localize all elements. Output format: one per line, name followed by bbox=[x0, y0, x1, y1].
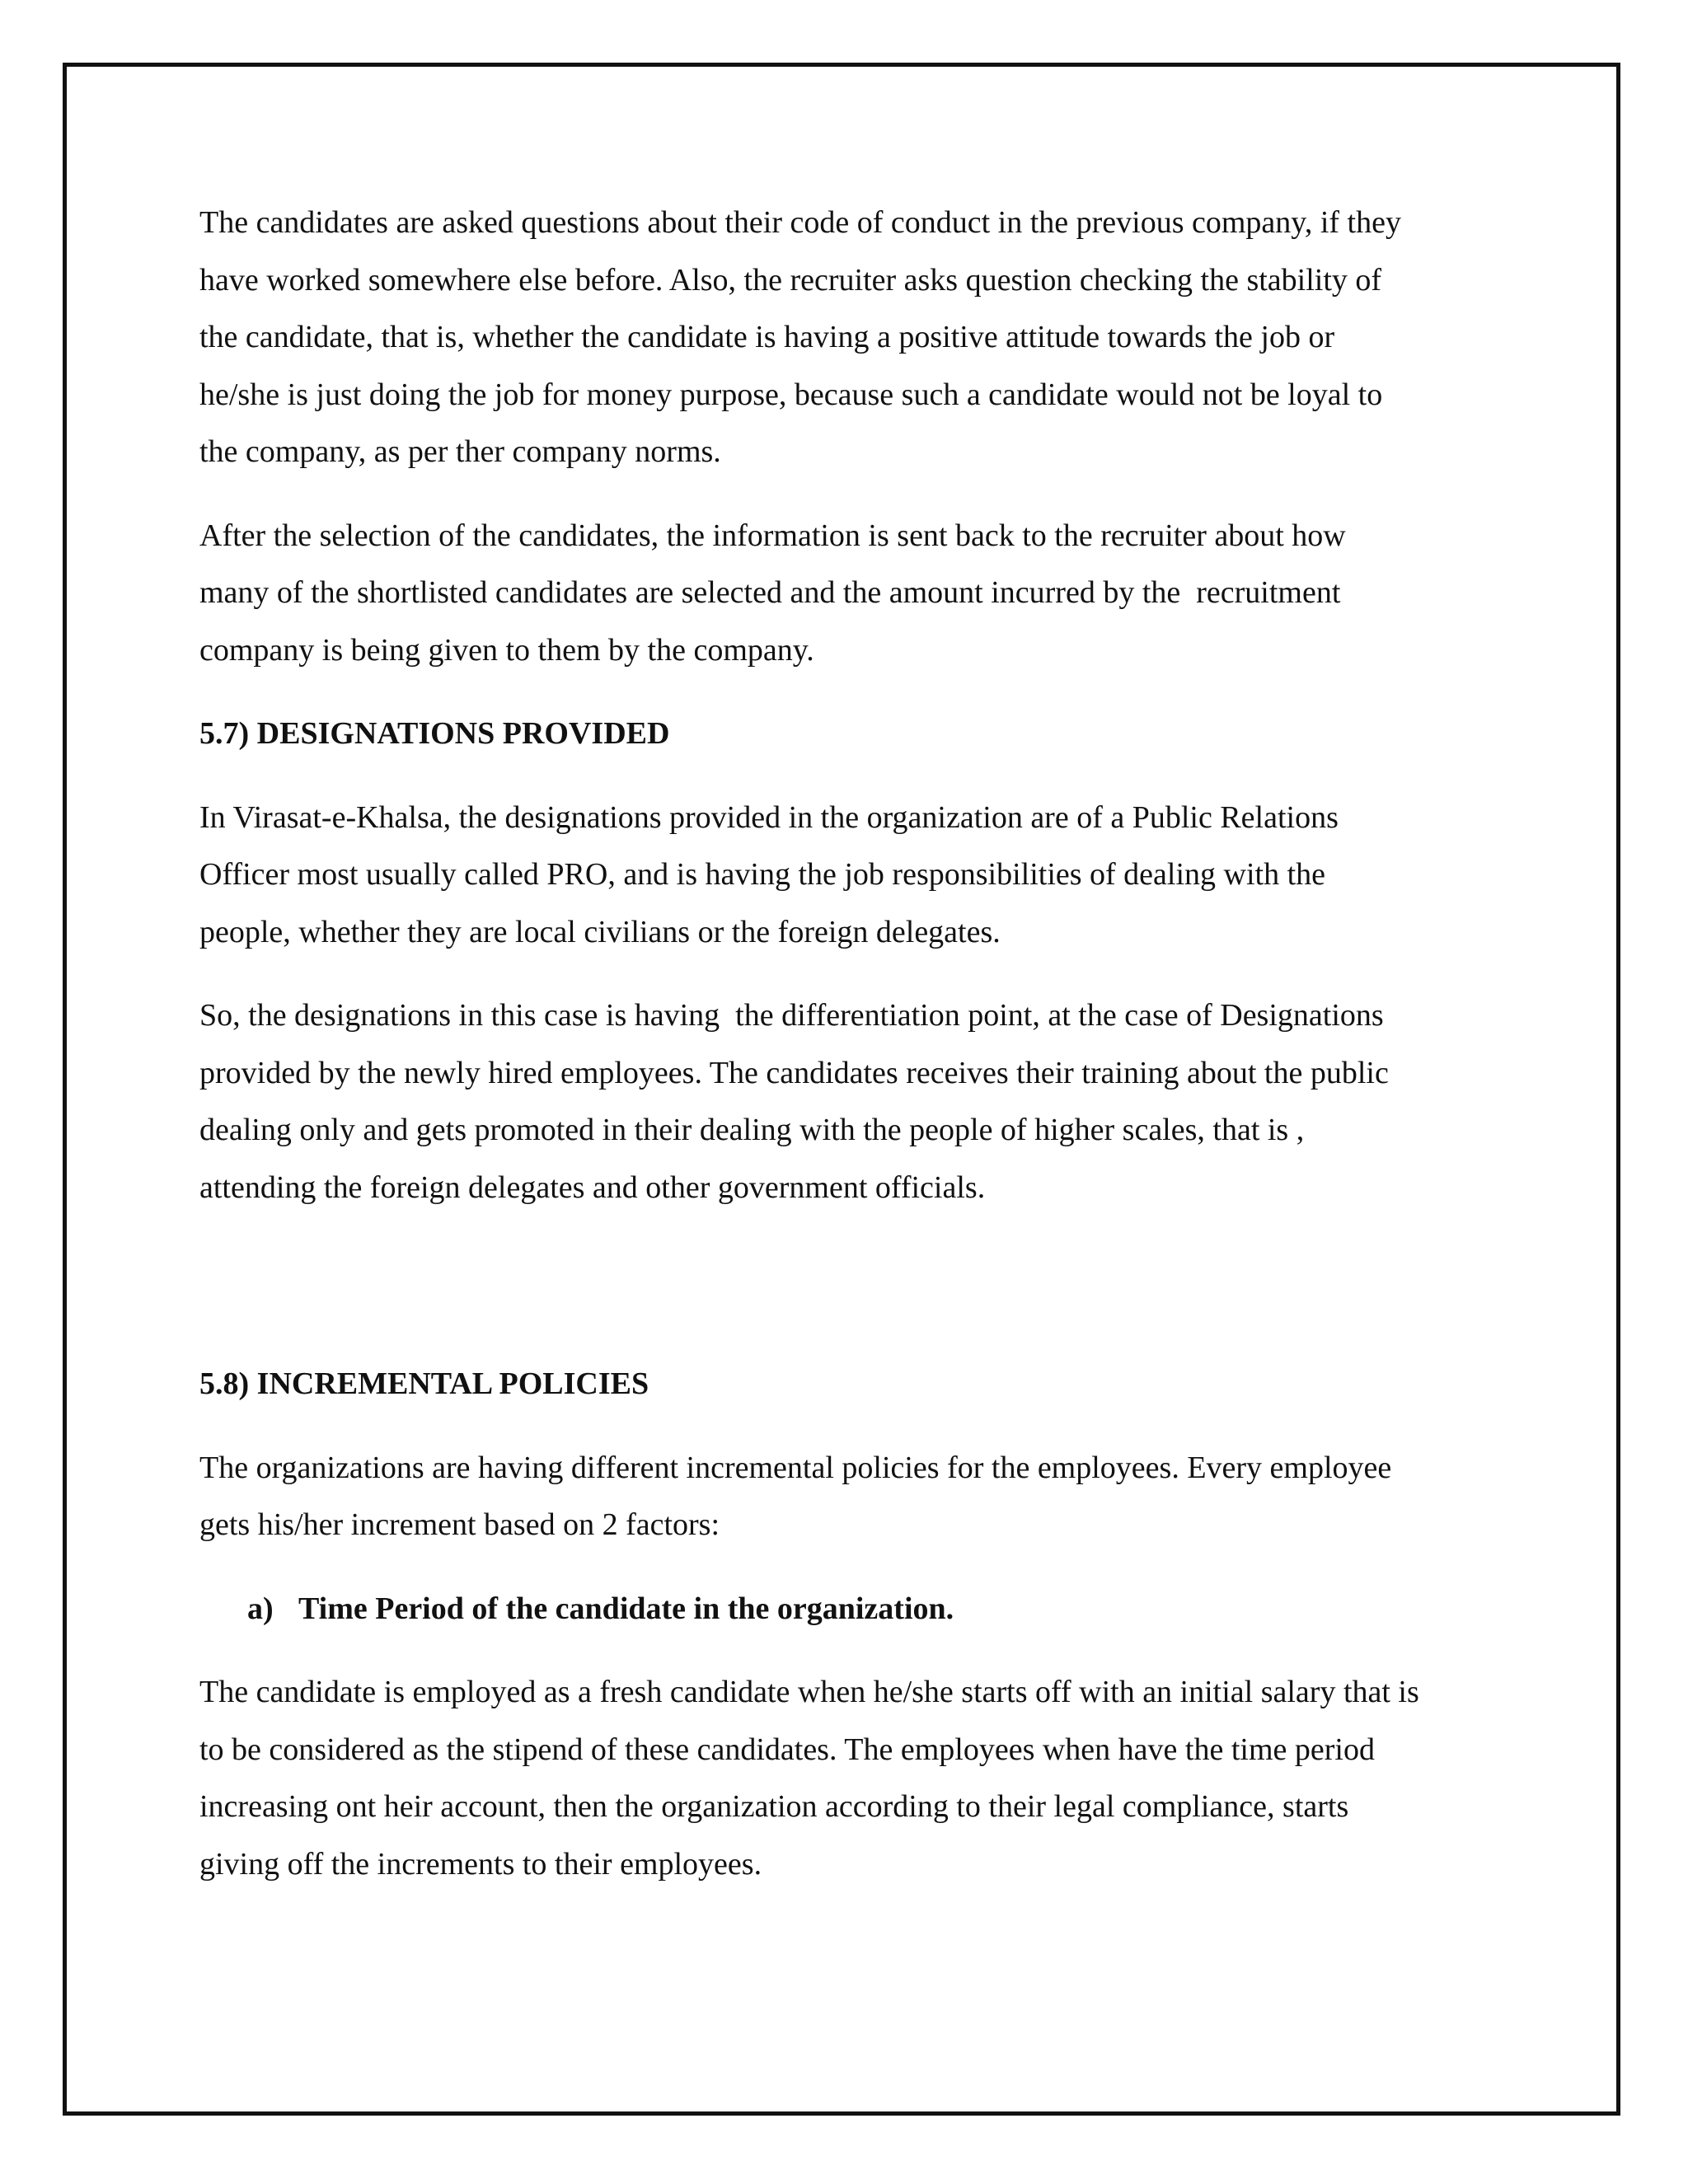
text-line: In Virasat-e-Khalsa, the designations provided in the organization are of a Public Relations bbox=[199, 799, 1339, 835]
text-line: The candidate is employed as a fresh candidate when he/she starts off with an initial salary that is bbox=[199, 1675, 1419, 1709]
paragraph-incremental-intro bbox=[199, 1440, 1502, 1554]
text-line: attending the foreign delegates and other government officials. bbox=[199, 1169, 986, 1205]
list-marker: a) bbox=[247, 1591, 274, 1626]
text-line: Officer most usually called PRO, and is having the job responsibilities of dealing with the bbox=[199, 857, 1326, 892]
text-line: many of the shortlisted candidates are selected and the amount incurred by the recruitment bbox=[199, 575, 1341, 610]
section-spacer bbox=[199, 1243, 1502, 1356]
text-line: The candidates are asked questions about their code of conduct in the previous company, if they bbox=[199, 205, 1401, 240]
text-line: he/she is just doing the job for money purpose, because such a candidate would not be loyal to bbox=[199, 377, 1383, 412]
text-line: dealing only and gets promoted in their dealing with the people of higher scales, that is , bbox=[199, 1113, 1305, 1147]
text-line: After the selection of the candidates, the information is sent back to the recruiter about how bbox=[199, 518, 1346, 553]
document-body bbox=[199, 194, 1502, 1919]
text-line: have worked somewhere else before. Also, the recruiter asks question checking the stability of bbox=[199, 262, 1382, 298]
text-line: the company, as per ther company norms. bbox=[199, 434, 721, 469]
list-item-text: Time Period of the candidate in the organization. bbox=[298, 1591, 954, 1626]
text-line: So, the designations in this case is having the differentiation point, at the case of Designations bbox=[199, 998, 1384, 1033]
paragraph-designations-differentiation bbox=[199, 987, 1502, 1216]
paragraph-code-of-conduct bbox=[199, 194, 1502, 481]
paragraph-selection-info bbox=[199, 508, 1502, 680]
text-line: to be considered as the stipend of these candidates. The employees when have the time period bbox=[199, 1732, 1375, 1767]
text-line: people, whether they are local civilians or the foreign delegates. bbox=[199, 914, 1001, 949]
paragraph-fresh-candidate bbox=[199, 1664, 1502, 1893]
text-line: increasing ont heir account, then the organization according to their legal compliance, starts bbox=[199, 1789, 1349, 1824]
text-line: giving off the increments to their employees. bbox=[199, 1846, 762, 1882]
text-line: The organizations are having different incremental policies for the employees. Every employee bbox=[199, 1450, 1392, 1485]
text-line: company is being given to them by the company. bbox=[199, 632, 814, 668]
text-line: the candidate, that is, whether the candidate is having a positive attitude towards the job or bbox=[199, 320, 1335, 354]
paragraph-designations-pro bbox=[199, 790, 1502, 962]
section-heading-incremental-policies: 5.8) INCREMENTAL POLICIES bbox=[199, 1366, 649, 1401]
text-line: gets his/her increment based on 2 factors: bbox=[199, 1507, 720, 1542]
list-item-time-period bbox=[199, 1581, 1502, 1638]
section-heading-designations: 5.7) DESIGNATIONS PROVIDED bbox=[199, 716, 670, 751]
text-line: provided by the newly hired employees. The candidates receives their training about the public bbox=[199, 1055, 1389, 1090]
